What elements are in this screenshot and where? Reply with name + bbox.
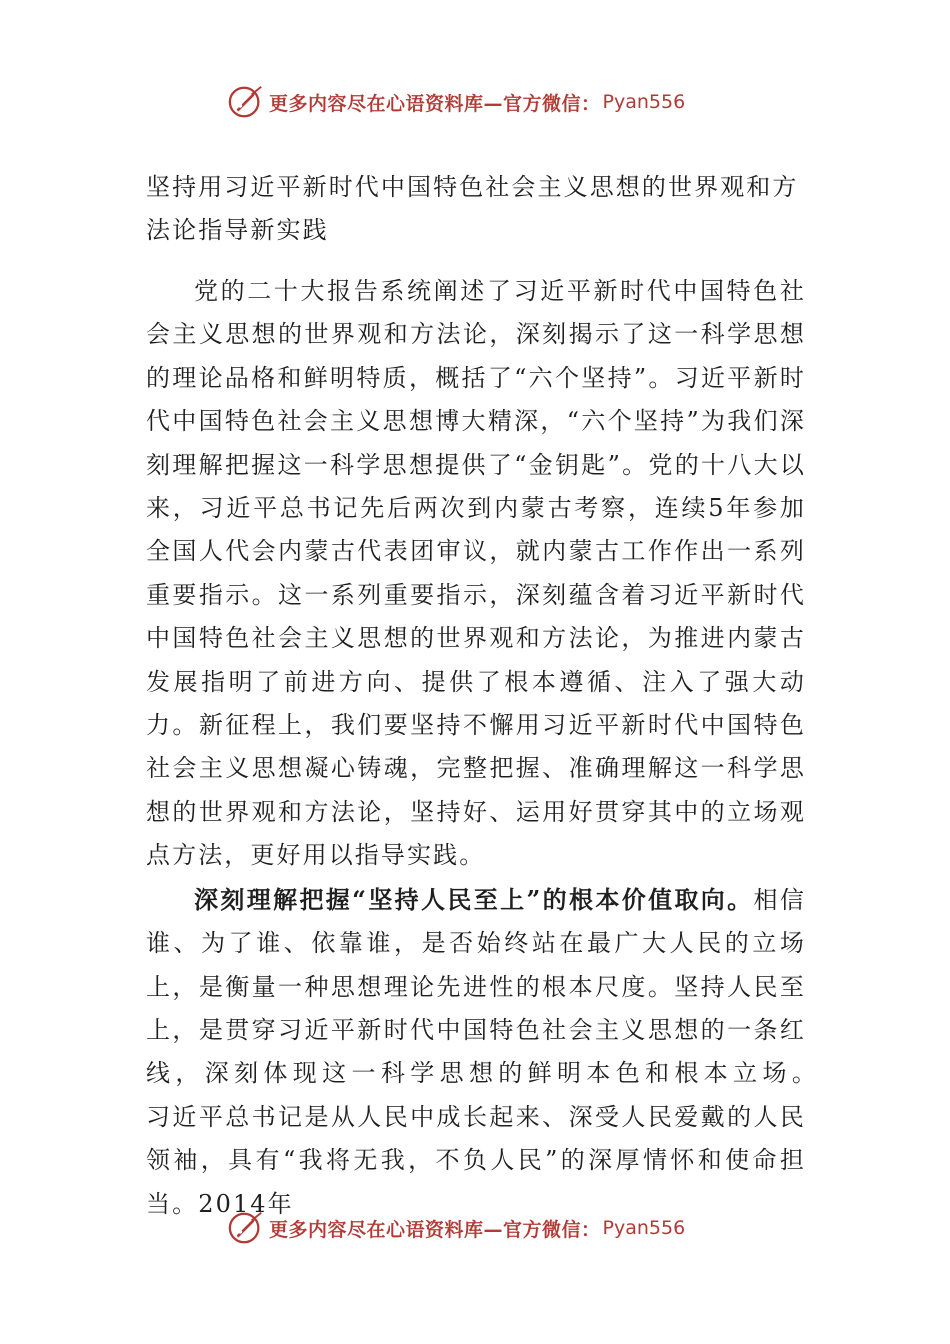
paragraph-2 bbox=[146, 878, 885, 1226]
wechat-id: Pyan556 bbox=[602, 91, 686, 113]
footer-banner bbox=[227, 1208, 747, 1248]
wechat-id: Pyan556 bbox=[602, 1217, 686, 1239]
pen-nib-logo-icon bbox=[227, 83, 265, 121]
header-banner bbox=[227, 82, 747, 122]
paragraph-2-lead: 深刻理解把握“坚持人民至上”的根本价值取向。 bbox=[194, 884, 754, 914]
document-body bbox=[146, 166, 885, 1226]
pen-nib-logo-icon bbox=[227, 1209, 265, 1247]
paragraph-2-body: 相信谁、为了谁、依靠谁，是否始终站在最广大人民的立场上，是衡量一种思想理论先进性的根本尺度。坚持人民至上，是贯穿习近平新时代中国特色社会主义思想的一条红线，深刻体现这一科学思想的鲜明本色和根本立场。 习近平总书记是从人民中成长起来、深受人民爱戴的人民领袖，具有“我将无我，不负人民”的深厚情怀和使命担当。2014年 bbox=[146, 885, 885, 1218]
document-title: 坚持用习近平新时代中国特色社会主义思想的世界观和方法论指导新实践 bbox=[146, 173, 799, 244]
paragraph-1: 党的二十大报告系统阐述了习近平新时代中国特色社会主义思想的世界观和方法论，深刻揭示了这一科学思想的理论品格和鲜明特质，概括了“六个坚持”。习近平新时代中国特色社会主义思想博大精深，“六个坚持”为我们深刻理解把握这一科学思想提供了“金钥匙”。党的十八大以来，习近平总书记先后两次到内蒙古考察，连续5年参加全国人代会内蒙古代表团审议，就内蒙古工作作出一系列重要指示。这一系列重要指示，深刻蕴含着习近平新时代中国特色社会主义思想的世界观和方法论，为推进内蒙古发展指明了前进方向、提供了根本遵循、注入了强大动力。新征程上，我们要坚持不懈用习近平新时代中国特色社会主义思想凝心铸魂，完整把握、准确理解这一科学思想的世界观和方法论，坚持好、运用好贯穿其中的立场观点方法，更好用以指导实践。 bbox=[146, 277, 806, 870]
banner-text: 更多内容尽在心语资料库—官方微信： bbox=[269, 1218, 601, 1241]
banner-text: 更多内容尽在心语资料库—官方微信： bbox=[269, 92, 601, 115]
